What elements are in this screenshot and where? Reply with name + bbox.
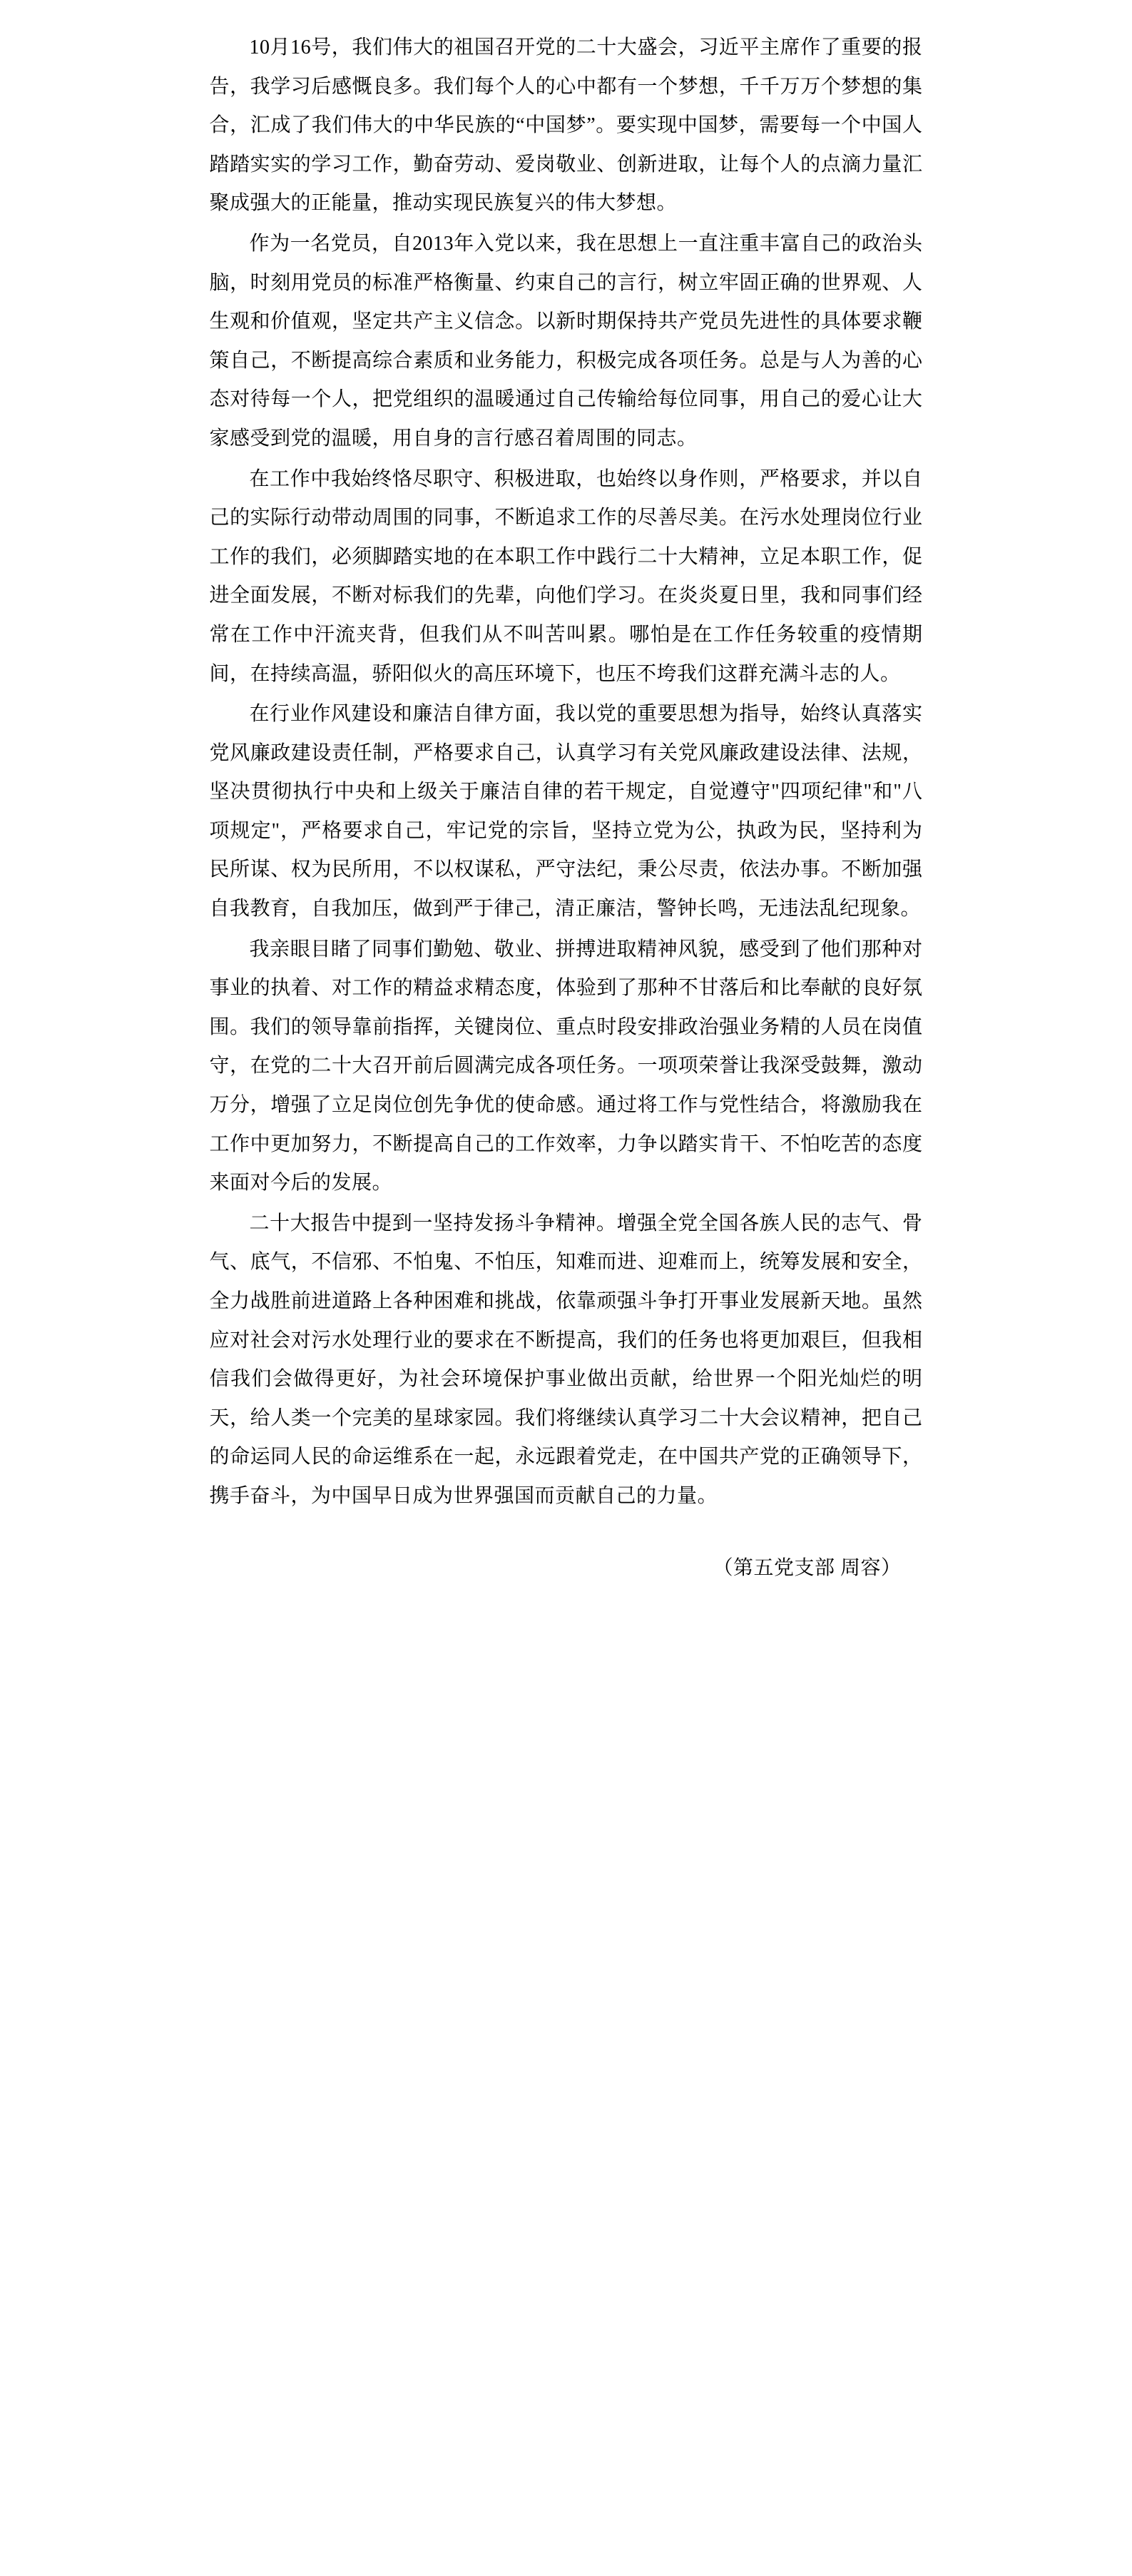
paragraph: 作为一名党员，自2013年入党以来，我在思想上一直注重丰富自己的政治头脑，时刻用党员的标准严格衡量、约束自己的言行，树立牢固正确的世界观、人生观和价值观，坚定共产主义信念。以新时期保持共产党员先进性的具体要求鞭策自己，不断提高综合素质和业务能力，积极完成各项任务。总是与人为善的心态对待每一个人，把党组织的温暖通过自己传输给每位同事，用自己的爱心让大家感受到党的温暖，用自身的言行感召着周围的同志。 xyxy=(209,232,923,450)
paragraph: 在行业作风建设和廉洁自律方面，我以党的重要思想为指导，始终认真落实党风廉政建设责任制，严格要求自己，认真学习有关党风廉政建设法律、法规，坚决贯彻执行中央和上级关于廉洁自律的若干规定，自觉遵守"四项纪律"和"八项规定"，严格要求自己，牢记党的宗旨，坚持立党为公，执政为民，坚持利为民所谋、权为民所用，不以权谋私，严守法纪，秉公尽责，依法办事。不断加强自我教育，自我加压，做到严于律己，清正廉洁，警钟长鸣，无违法乱纪现象。 xyxy=(209,703,923,921)
paragraph: 二十大报告中提到一坚持发扬斗争精神。增强全党全国各族人民的志气、骨气、底气，不信邪、不怕鬼、不怕压，知难而进、迎难而上，统筹发展和安全，全力战胜前进道路上各种困难和挑战，依靠顽强斗争打开事业发展新天地。虽然应对社会对污水处理行业的要求在不断提高，我们的任务也将更加艰巨，但我相信我们会做得更好，为社会环境保护事业做出贡献，给世界一个阳光灿烂的明天，给人类一个完美的星球家园。我们将继续认真学习二十大会议精神，把自己的命运同人民的命运维系在一起，永远跟着党走，在中国共产党的正确领导下，携手奋斗，为中国早日成为世界强国而贡献自己的力量。 xyxy=(209,1212,923,1507)
paragraph: 我亲眼目睹了同事们勤勉、敬业、拼搏进取精神风貌，感受到了他们那种对事业的执着、对工作的精益求精态度，体验到了那种不甘落后和比奉献的良好氛围。我们的领导靠前指挥，关键岗位、重点时段安排政治强业务精的人员在岗值守，在党的二十大召开前后圆满完成各项任务。一项项荣誉让我深受鼓舞，激动万分，增强了立足岗位创先争优的使命感。通过将工作与党性结合，将激励我在工作中更加努力，不断提高自己的工作效率，力争以踏实肯干、不怕吃苦的态度来面对今后的发展。 xyxy=(209,938,923,1195)
paragraph: 在工作中我始终恪尽职守、积极进取，也始终以身作则，严格要求，并以自己的实际行动带动周围的同事，不断追求工作的尽善尽美。在污水处理岗位行业工作的我们，必须脚踏实地的在本职工作中践行二十大精神，立足本职工作，促进全面发展，不断对标我们的先辈，向他们学习。在炎炎夏日里，我和同事们经常在工作中汗流夹背，但我们从不叫苦叫累。哪怕是在工作任务较重的疫情期间，在持续高温，骄阳似火的高压环境下，也压不垮我们这群充满斗志的人。 xyxy=(209,467,923,685)
document-body xyxy=(210,29,923,1588)
paragraph: 10月16号，我们伟大的祖国召开党的二十大盛会，习近平主席作了重要的报告，我学习后感慨良多。我们每个人的心中都有一个梦想，千千万万个梦想的集合，汇成了我们伟大的中华民族的“中国梦”。要实现中国梦，需要每一个中国人踏踏实实的学习工作，勤奋劳动、爱岗敬业、创新进取，让每个人的点滴力量汇聚成强大的正能量，推动实现民族复兴的伟大梦想。 xyxy=(209,36,923,215)
document-signature: （第五党支部 周容） xyxy=(713,1556,902,1579)
